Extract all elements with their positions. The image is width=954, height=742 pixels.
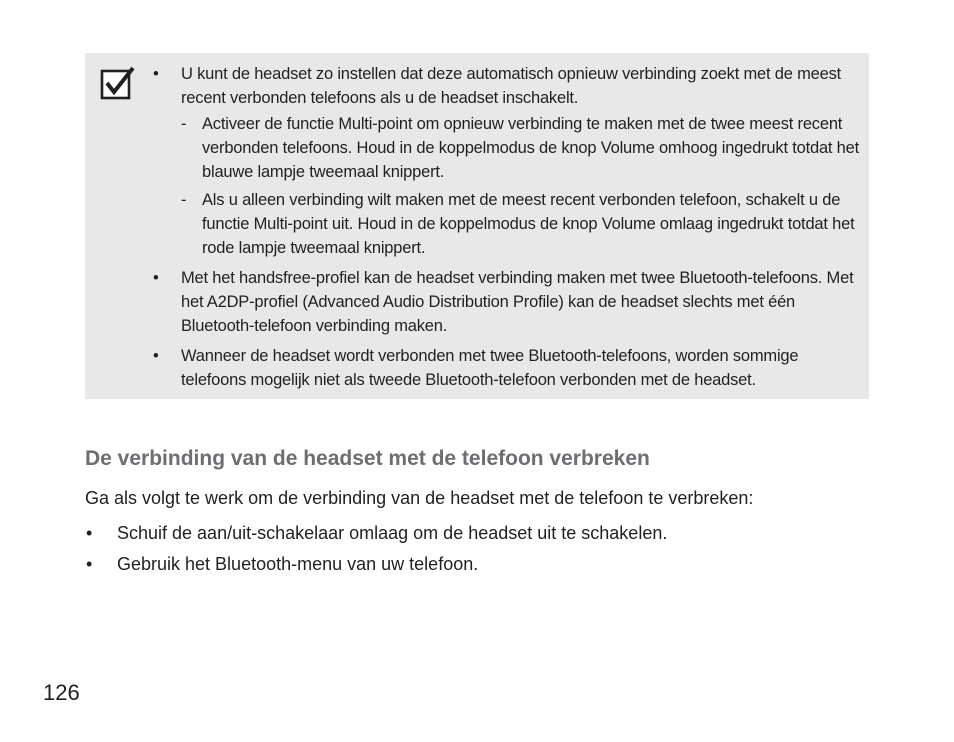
note-item xyxy=(153,62,865,260)
note-list xyxy=(153,62,865,398)
list-item xyxy=(85,520,865,546)
dash: - xyxy=(181,191,187,209)
list-item-text: Gebruik het Bluetooth-menu van uw telefoon. xyxy=(117,554,479,574)
list-item xyxy=(85,551,865,577)
note-box xyxy=(85,53,869,399)
intro-paragraph: Ga als volgt te werk om de verbinding van de headset met de telefoon te verbreken: xyxy=(85,488,754,508)
page-number: 126 xyxy=(43,680,80,705)
note-subitem xyxy=(181,112,865,184)
note-item xyxy=(153,344,865,392)
list-item-text: Schuif de aan/uit-schakelaar omlaag om de headset uit te schakelen. xyxy=(117,523,668,543)
note-subitem-text: Als u alleen verbinding wilt maken met de meest recent verbonden telefoon, schakelt u de functie Multi-point uit. Houd in de koppelmodus de knop Volume omlaag ingedrukt totdat het rode lampje tweemaal knippert. xyxy=(202,191,855,257)
section-heading: De verbinding van de headset met de telefoon verbreken xyxy=(85,447,650,470)
bullet: • xyxy=(153,65,159,83)
note-item-text: U kunt de headset zo instellen dat deze automatisch opnieuw verbinding zoekt met de meest recent verbonden telefoons als u de headset inschakelt. xyxy=(181,65,842,107)
checkbox-check-icon xyxy=(100,65,136,101)
dash: - xyxy=(181,115,187,133)
bullet: • xyxy=(153,347,159,365)
note-item xyxy=(153,266,865,338)
note-subitem-text: Activeer de functie Multi-point om opnieuw verbinding te maken met de twee meest recent verbonden telefoons. Houd in de koppelmodus de knop Volume omhoog ingedrukt totdat het blauwe lampje tweemaal knippert. xyxy=(202,115,860,181)
note-subitem xyxy=(181,188,865,260)
note-item-text: Met het handsfree-profiel kan de headset verbinding maken met twee Bluetooth-telefoons. Met het A2DP-profiel (Advanced Audio Distribution Profile) kan de headset slechts met één Bluetooth-telefoon verbinding maken. xyxy=(181,269,854,335)
note-item-text: Wanneer de headset wordt verbonden met twee Bluetooth-telefoons, worden sommige telefoons mogelijk niet als tweede Bluetooth-telefoon verbonden met de headset. xyxy=(181,347,799,389)
bullet: • xyxy=(153,269,159,287)
steps-list xyxy=(85,520,865,582)
bullet: • xyxy=(86,523,93,543)
bullet: • xyxy=(86,554,93,574)
